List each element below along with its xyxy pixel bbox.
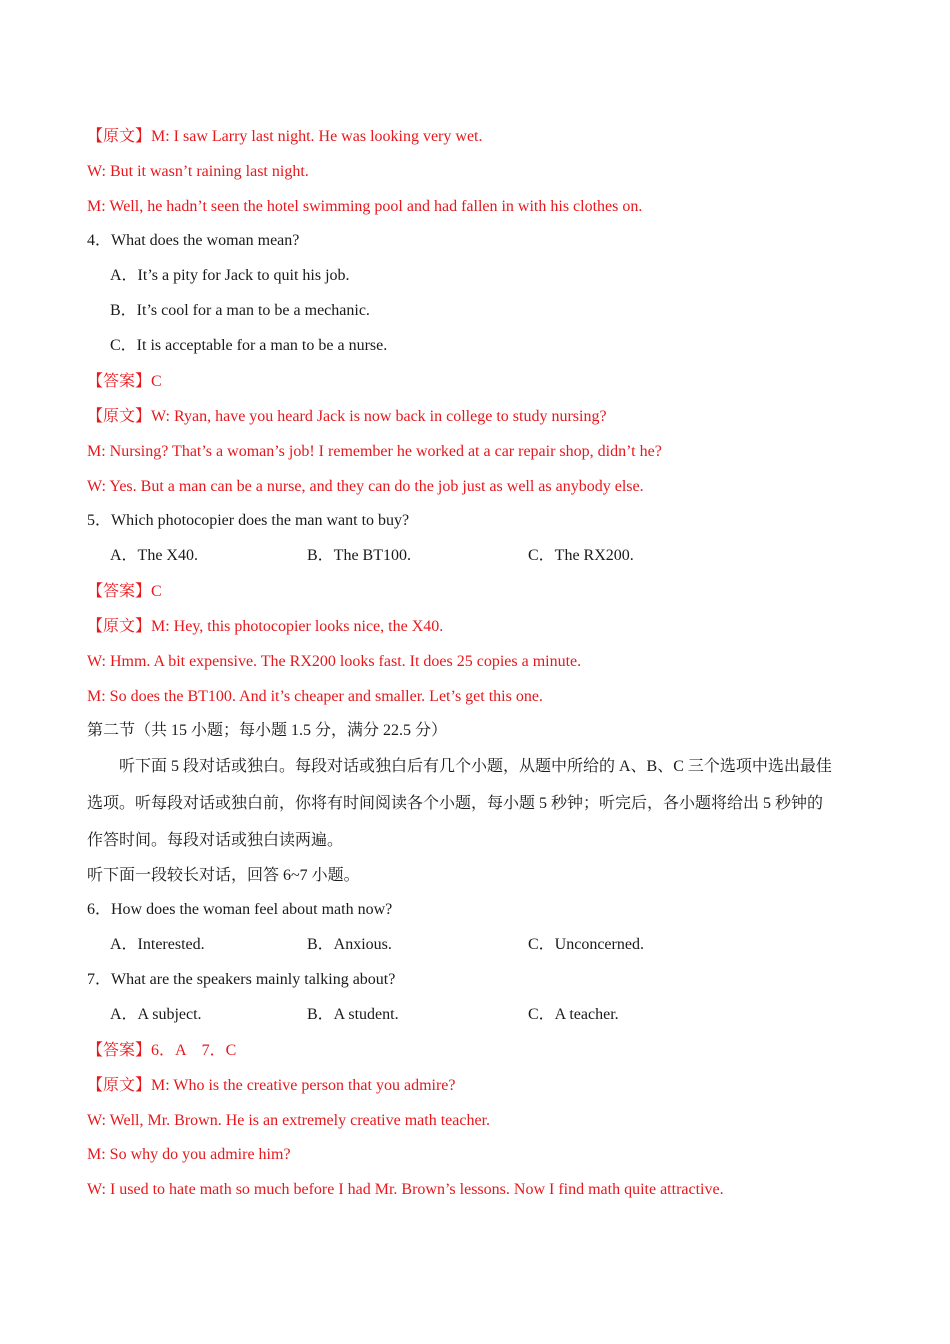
q7-option-b: B．A student. — [307, 1006, 399, 1023]
section2-group-intro: 听下面一段较长对话，回答 6~7 小题。 — [87, 867, 360, 884]
q67-answer: 【答案】6．A 7．C — [87, 1042, 237, 1059]
q3-transcript-line-2: W: But it wasn’t raining last night. — [87, 163, 309, 180]
q4-stem: 4．What does the woman mean? — [87, 232, 300, 249]
section2-heading: 第二节（共 15 小题；每小题 1.5 分，满分 22.5 分） — [87, 722, 448, 739]
q7-option-c: C．A teacher. — [528, 1006, 619, 1023]
q5-transcript-line-1: 【原文】M: Hey, this photocopier looks nice, the X40. — [87, 618, 444, 635]
q6-option-a: A．Interested. — [110, 936, 205, 953]
q67-transcript-line-1: 【原文】M: Who is the creative person that you admire? — [87, 1077, 456, 1094]
q5-transcript-line-2: W: Hmm. A bit expensive. The RX200 looks fast. It does 25 copies a minute. — [87, 653, 582, 670]
q6-option-b: B．Anxious. — [307, 936, 392, 953]
q5-stem: 5．Which photocopier does the man want to buy? — [87, 512, 410, 529]
q4-transcript-line-3: W: Yes. But a man can be a nurse, and they can do the job just as well as anybody else. — [87, 478, 644, 495]
q67-transcript-line-3: M: So why do you admire him? — [87, 1146, 291, 1163]
q7-stem: 7．What are the speakers mainly talking about? — [87, 971, 396, 988]
q4-transcript-line-1: 【原文】W: Ryan, have you heard Jack is now back in college to study nursing? — [87, 408, 607, 425]
q5-option-c: C．The RX200. — [528, 547, 634, 564]
q5-option-b: B．The BT100. — [307, 547, 411, 564]
q4-transcript-line-2: M: Nursing? That’s a woman’s job! I remember he worked at a car repair shop, didn’t he? — [87, 443, 662, 460]
q5-option-a: A．The X40. — [110, 547, 198, 564]
q6-option-c: C．Unconcerned. — [528, 936, 644, 953]
section2-instructions-line-3: 作答时间。每段对话或独白读两遍。 — [87, 832, 344, 849]
q67-transcript-line-4: W: I used to hate math so much before I had Mr. Brown’s lessons. Now I find math quite attractive. — [87, 1181, 724, 1198]
q6-stem: 6．How does the woman feel about math now? — [87, 901, 393, 918]
section2-instructions-line-1: 听下面 5 段对话或独白。每段对话或独白后有几个小题，从题中所给的 A、B、C 三个选项中选出最佳 — [119, 758, 832, 775]
q4-answer: 【答案】C — [87, 373, 162, 390]
q5-answer: 【答案】C — [87, 583, 162, 600]
q7-option-a: A．A subject. — [110, 1006, 202, 1023]
q3-transcript-line-1: 【原文】M: I saw Larry last night. He was looking very wet. — [87, 128, 483, 145]
q4-option-a: A．It’s a pity for Jack to quit his job. — [110, 267, 350, 284]
q4-option-b: B．It’s cool for a man to be a mechanic. — [110, 302, 370, 319]
q3-transcript-line-3: M: Well, he hadn’t seen the hotel swimming pool and had fallen in with his clothes on. — [87, 198, 643, 215]
q4-option-c: C．It is acceptable for a man to be a nurse. — [110, 337, 388, 354]
q5-transcript-line-3: M: So does the BT100. And it’s cheaper and smaller. Let’s get this one. — [87, 688, 543, 705]
section2-instructions-line-2: 选项。听每段对话或独白前，你将有时间阅读各个小题，每小题 5 秒钟；听完后，各小题将给出 5 秒钟的 — [87, 795, 824, 812]
q67-transcript-line-2: W: Well, Mr. Brown. He is an extremely creative math teacher. — [87, 1112, 491, 1129]
